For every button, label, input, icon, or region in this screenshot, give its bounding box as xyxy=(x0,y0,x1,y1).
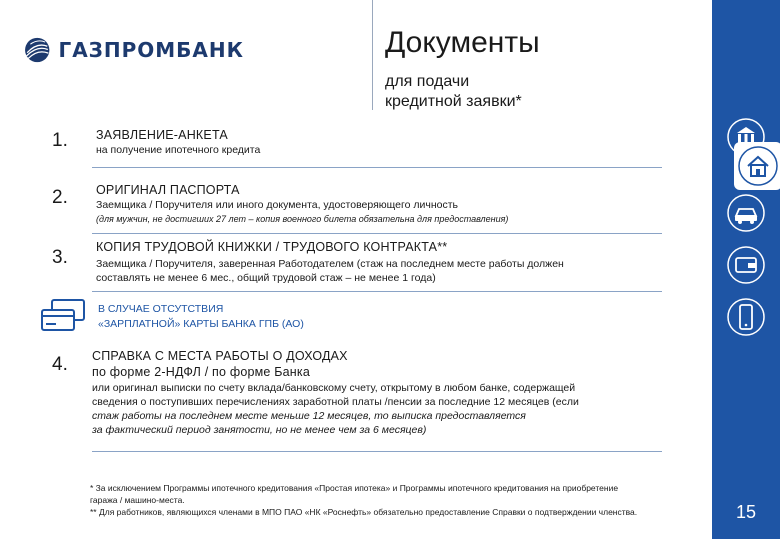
house-icon[interactable] xyxy=(734,142,780,190)
footnote-line: * За исключением Программы ипотечного кредитования «Простая ипотека» и Программы ипотечного кредитования на приобретение xyxy=(90,483,619,493)
item-number: 3. xyxy=(52,247,68,268)
footnote-1 xyxy=(90,482,618,506)
footnote-2: ** Для работников, являющихся членами в МПО ПАО «НК «Роснефть» обязательно предоставление Справки о подтверждении членства. xyxy=(90,507,638,517)
item-text xyxy=(92,381,579,437)
note-line: «ЗАРПЛАТНОЙ» КАРТЫ БАНКА ГПБ (АО) xyxy=(98,318,304,330)
subtitle-line: для подачи xyxy=(385,73,470,90)
item-title: КОПИЯ ТРУДОВОЙ КНИЖКИ / ТРУДОВОГО КОНТРАКТА** xyxy=(96,240,448,254)
car-icon xyxy=(725,192,767,234)
gazprombank-logo xyxy=(24,22,244,78)
item-text-line: Заемщика / Поручителя, заверенная Работодателем (стаж на последнем месте работы должен xyxy=(96,258,564,270)
item-number: 2. xyxy=(52,187,68,208)
page-subtitle xyxy=(385,72,522,112)
item-number: 1. xyxy=(52,130,68,151)
wallet-icon xyxy=(725,244,767,286)
separator xyxy=(92,291,662,292)
item-note: (для мужчин, не достигших 27 лет – копия военного билета обязательна для предоставления) xyxy=(96,214,509,224)
item-text: Заемщика / Поручителя или иного документа, удостоверяющего личность xyxy=(96,199,459,211)
item-text: на получение ипотечного кредита xyxy=(96,144,261,156)
item-text-line: или оригинал выписки по счету вклада/банковскому счету, открытому в любом банке, содержащей xyxy=(92,382,576,394)
separator xyxy=(92,233,662,234)
salary-card-note xyxy=(98,302,304,332)
item-number: 4. xyxy=(52,354,68,375)
item-text xyxy=(96,257,564,285)
item-title-line: СПРАВКА С МЕСТА РАБОТЫ О ДОХОДАХ xyxy=(92,349,348,363)
separator xyxy=(92,167,662,168)
item-text-line: сведения о поступивших перечислениях заработной платы /пенсии за последние 12 месяцев (если xyxy=(92,396,579,408)
item-title xyxy=(92,348,348,380)
item-text-line: за фактический период занятости, но не менее чем за 6 месяцев) xyxy=(92,424,427,436)
right-sidebar xyxy=(712,0,780,539)
page-title: Документы xyxy=(385,26,540,59)
header-divider xyxy=(372,0,373,110)
separator xyxy=(92,451,662,452)
logo-text: ГАЗПРОМБАНК xyxy=(58,38,244,62)
subtitle-line: кредитной заявки* xyxy=(385,93,522,110)
item-title: ОРИГИНАЛ ПАСПОРТА xyxy=(96,183,240,197)
page-number: 15 xyxy=(735,502,757,522)
phone-icon xyxy=(725,296,767,338)
item-text-line: составлять не менее 6 мес., общий трудовой стаж – не менее 1 года) xyxy=(96,272,436,284)
cards-icon xyxy=(38,298,88,334)
footnote-line: гаража / машино-места. xyxy=(90,495,185,505)
globe-logo-icon xyxy=(24,25,50,75)
item-title: ЗАЯВЛЕНИЕ-АНКЕТА xyxy=(96,128,228,142)
note-line: В СЛУЧАЕ ОТСУТСТВИЯ xyxy=(98,303,224,315)
item-text-line: стаж работы на последнем месте меньше 12 месяцев, то выписка предоставляется xyxy=(92,410,526,422)
item-title-line: по форме 2-НДФЛ / по форме Банка xyxy=(92,365,310,379)
